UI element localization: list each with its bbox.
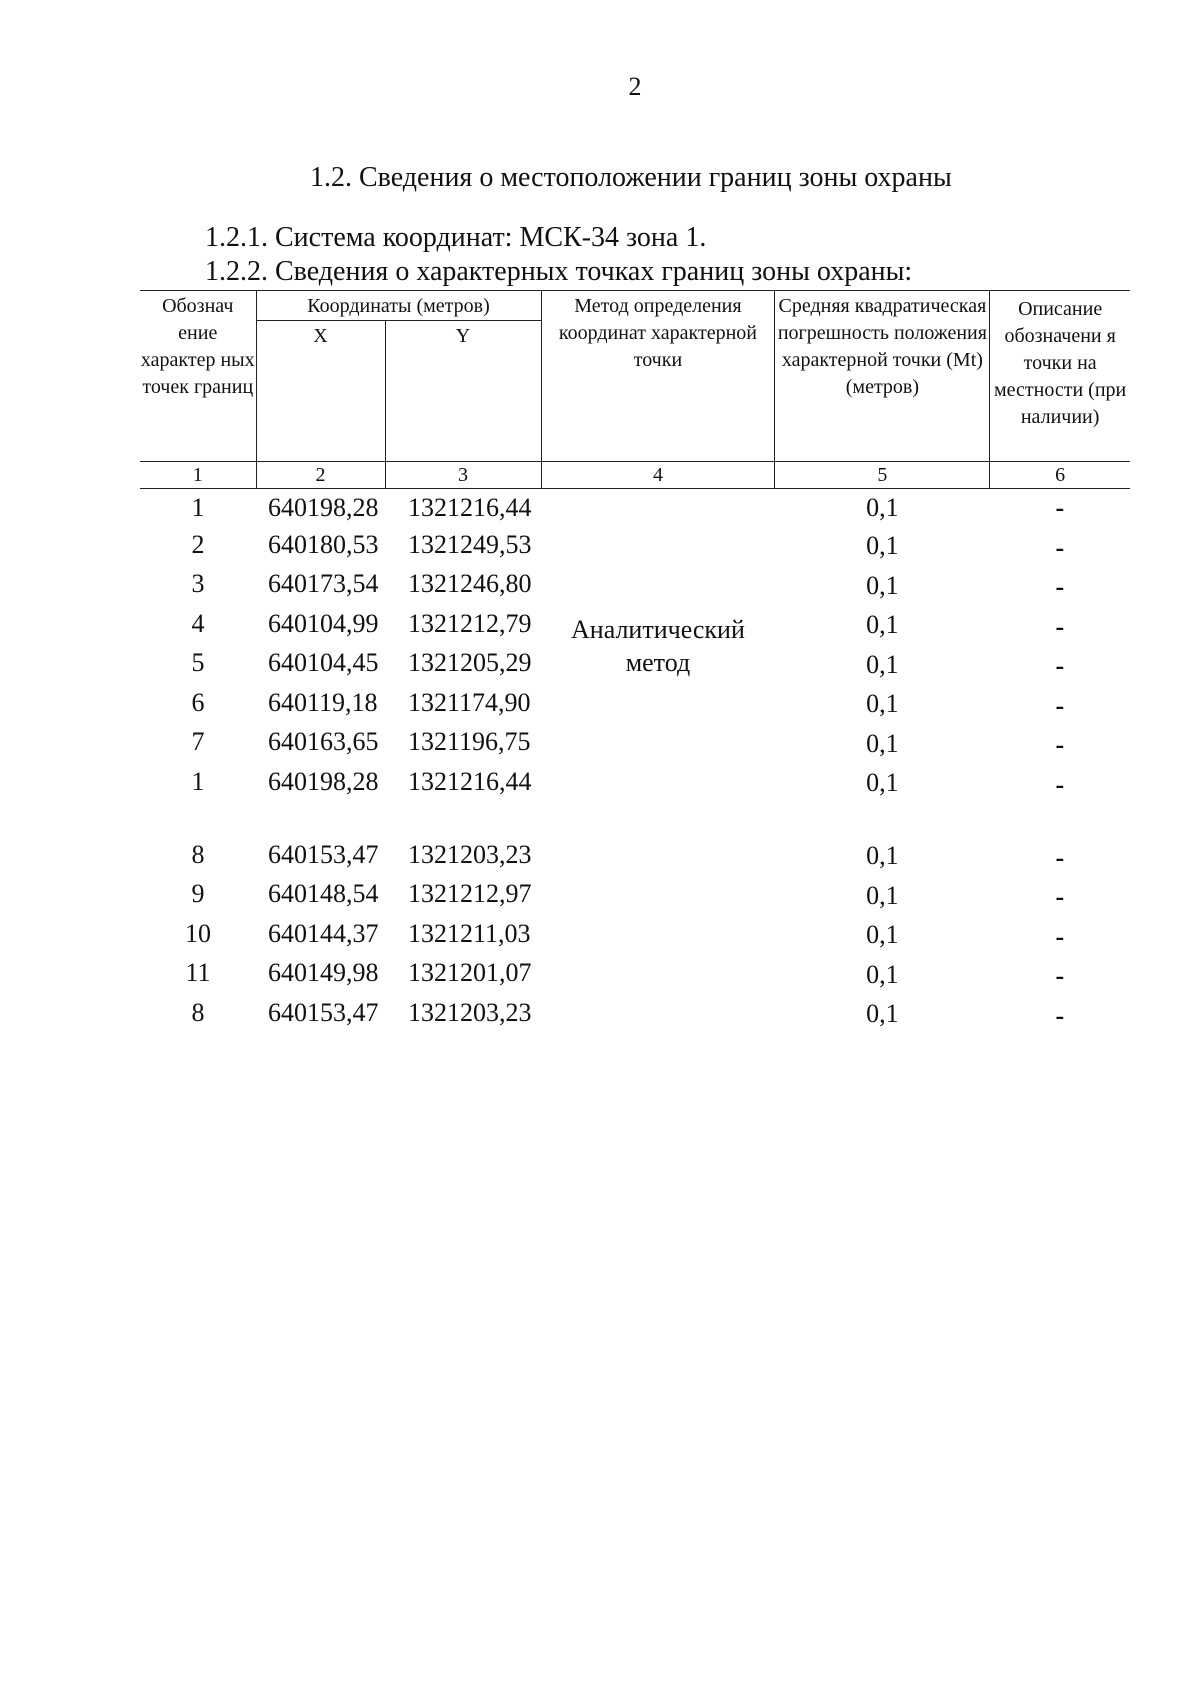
x-value: 640180,53 [268, 529, 379, 559]
description-value: - [1055, 842, 1065, 872]
x-value: 640198,28 [268, 493, 379, 522]
description-value: - [1055, 690, 1065, 720]
error-value: 0,1 [866, 610, 899, 639]
coordinates-table [140, 290, 1130, 1032]
column-number: 2 [256, 462, 385, 489]
method-value: Аналитический метод [571, 615, 745, 677]
point-number: 2 [191, 529, 205, 559]
point-number: 11 [185, 958, 211, 987]
page-number: 2 [628, 72, 642, 101]
error-value: 0,1 [866, 959, 899, 989]
header-y: Y [385, 321, 541, 462]
table-row [140, 993, 1130, 1033]
description-value: - [1055, 730, 1065, 759]
error-value: 0,1 [866, 531, 899, 560]
header-description: Описание обозначени я точки на местности (при наличии) [990, 291, 1130, 462]
x-value: 640173,54 [268, 569, 379, 598]
header-point-designation: Обознач ение характер ных точек границ [140, 291, 256, 462]
table-row [140, 835, 1130, 875]
error-value: 0,1 [866, 880, 899, 910]
column-number: 1 [140, 462, 256, 489]
point-number: 5 [191, 648, 205, 677]
x-value: 640148,54 [268, 879, 379, 908]
table-row [140, 489, 1130, 525]
y-value: 1321212,97 [408, 879, 532, 908]
y-value: 1321212,79 [408, 608, 532, 638]
error-value: 0,1 [866, 728, 899, 758]
table-row [140, 953, 1130, 993]
x-value: 640144,37 [268, 918, 379, 948]
description-value: - [1055, 572, 1065, 601]
description-value: - [1055, 611, 1065, 641]
description-value: - [1055, 769, 1065, 799]
column-number: 6 [990, 462, 1130, 489]
x-value: 640119,18 [268, 687, 378, 717]
x-value: 640149,98 [268, 958, 379, 987]
point-number: 1 [191, 766, 205, 796]
points-info-line: 1.2.2. Сведения о характерных точках границ зоны охраны: [205, 256, 913, 287]
description-value: - [1055, 532, 1065, 562]
header-method: Метод определения координат характерной точки [541, 291, 775, 462]
description-value: - [1055, 961, 1065, 990]
description-value: - [1055, 921, 1065, 951]
error-value: 0,1 [866, 920, 899, 949]
x-value: 640104,99 [268, 608, 379, 638]
y-value: 1321249,53 [408, 529, 532, 559]
table-row [140, 874, 1130, 914]
point-number: 1 [191, 493, 205, 522]
point-number: 8 [191, 997, 205, 1027]
description-value: - [1055, 651, 1065, 680]
error-value: 0,1 [866, 493, 899, 522]
spacer-row [140, 801, 1130, 835]
point-number: 10 [185, 918, 211, 948]
table-row [140, 914, 1130, 954]
section-title: 1.2. Сведения о местоположении границ зоны охраны [310, 162, 952, 193]
column-number: 3 [385, 462, 541, 489]
x-value: 640153,47 [268, 839, 379, 869]
point-number: 8 [191, 839, 205, 869]
coordinate-system-line: 1.2.1. Система координат: МСК-34 зона 1. [205, 222, 707, 253]
y-value: 1321216,44 [408, 493, 532, 522]
y-value: 1321201,07 [408, 958, 532, 987]
error-value: 0,1 [866, 649, 899, 679]
point-number: 4 [191, 608, 205, 638]
description-value: - [1055, 882, 1065, 911]
point-number: 3 [191, 569, 205, 598]
point-number: 6 [191, 687, 205, 717]
y-value: 1321203,23 [408, 997, 532, 1027]
error-value: 0,1 [866, 689, 899, 718]
y-value: 1321205,29 [408, 648, 532, 677]
header-coordinates: Координаты (метров) [256, 291, 541, 321]
point-number: 9 [191, 879, 205, 908]
error-value: 0,1 [866, 570, 899, 600]
x-value: 640163,65 [268, 727, 379, 756]
column-number: 4 [541, 462, 775, 489]
header-error: Средняя квадратическая погрешность положения характерной точки (Мt) (метров) [775, 291, 990, 462]
y-value: 1321246,80 [408, 569, 532, 598]
point-number: 7 [191, 727, 205, 756]
description-value: - [1055, 493, 1065, 522]
x-value: 640153,47 [268, 997, 379, 1027]
column-number: 5 [775, 462, 990, 489]
header-x: X [256, 321, 385, 462]
x-value: 640198,28 [268, 766, 379, 796]
y-value: 1321196,75 [408, 727, 531, 756]
error-value: 0,1 [866, 999, 899, 1028]
description-value: - [1055, 1000, 1065, 1030]
y-value: 1321203,23 [408, 839, 532, 869]
y-value: 1321216,44 [408, 766, 532, 796]
y-value: 1321174,90 [408, 687, 531, 717]
error-value: 0,1 [866, 841, 899, 870]
x-value: 640104,45 [268, 648, 379, 677]
error-value: 0,1 [866, 768, 899, 797]
y-value: 1321211,03 [408, 918, 531, 948]
